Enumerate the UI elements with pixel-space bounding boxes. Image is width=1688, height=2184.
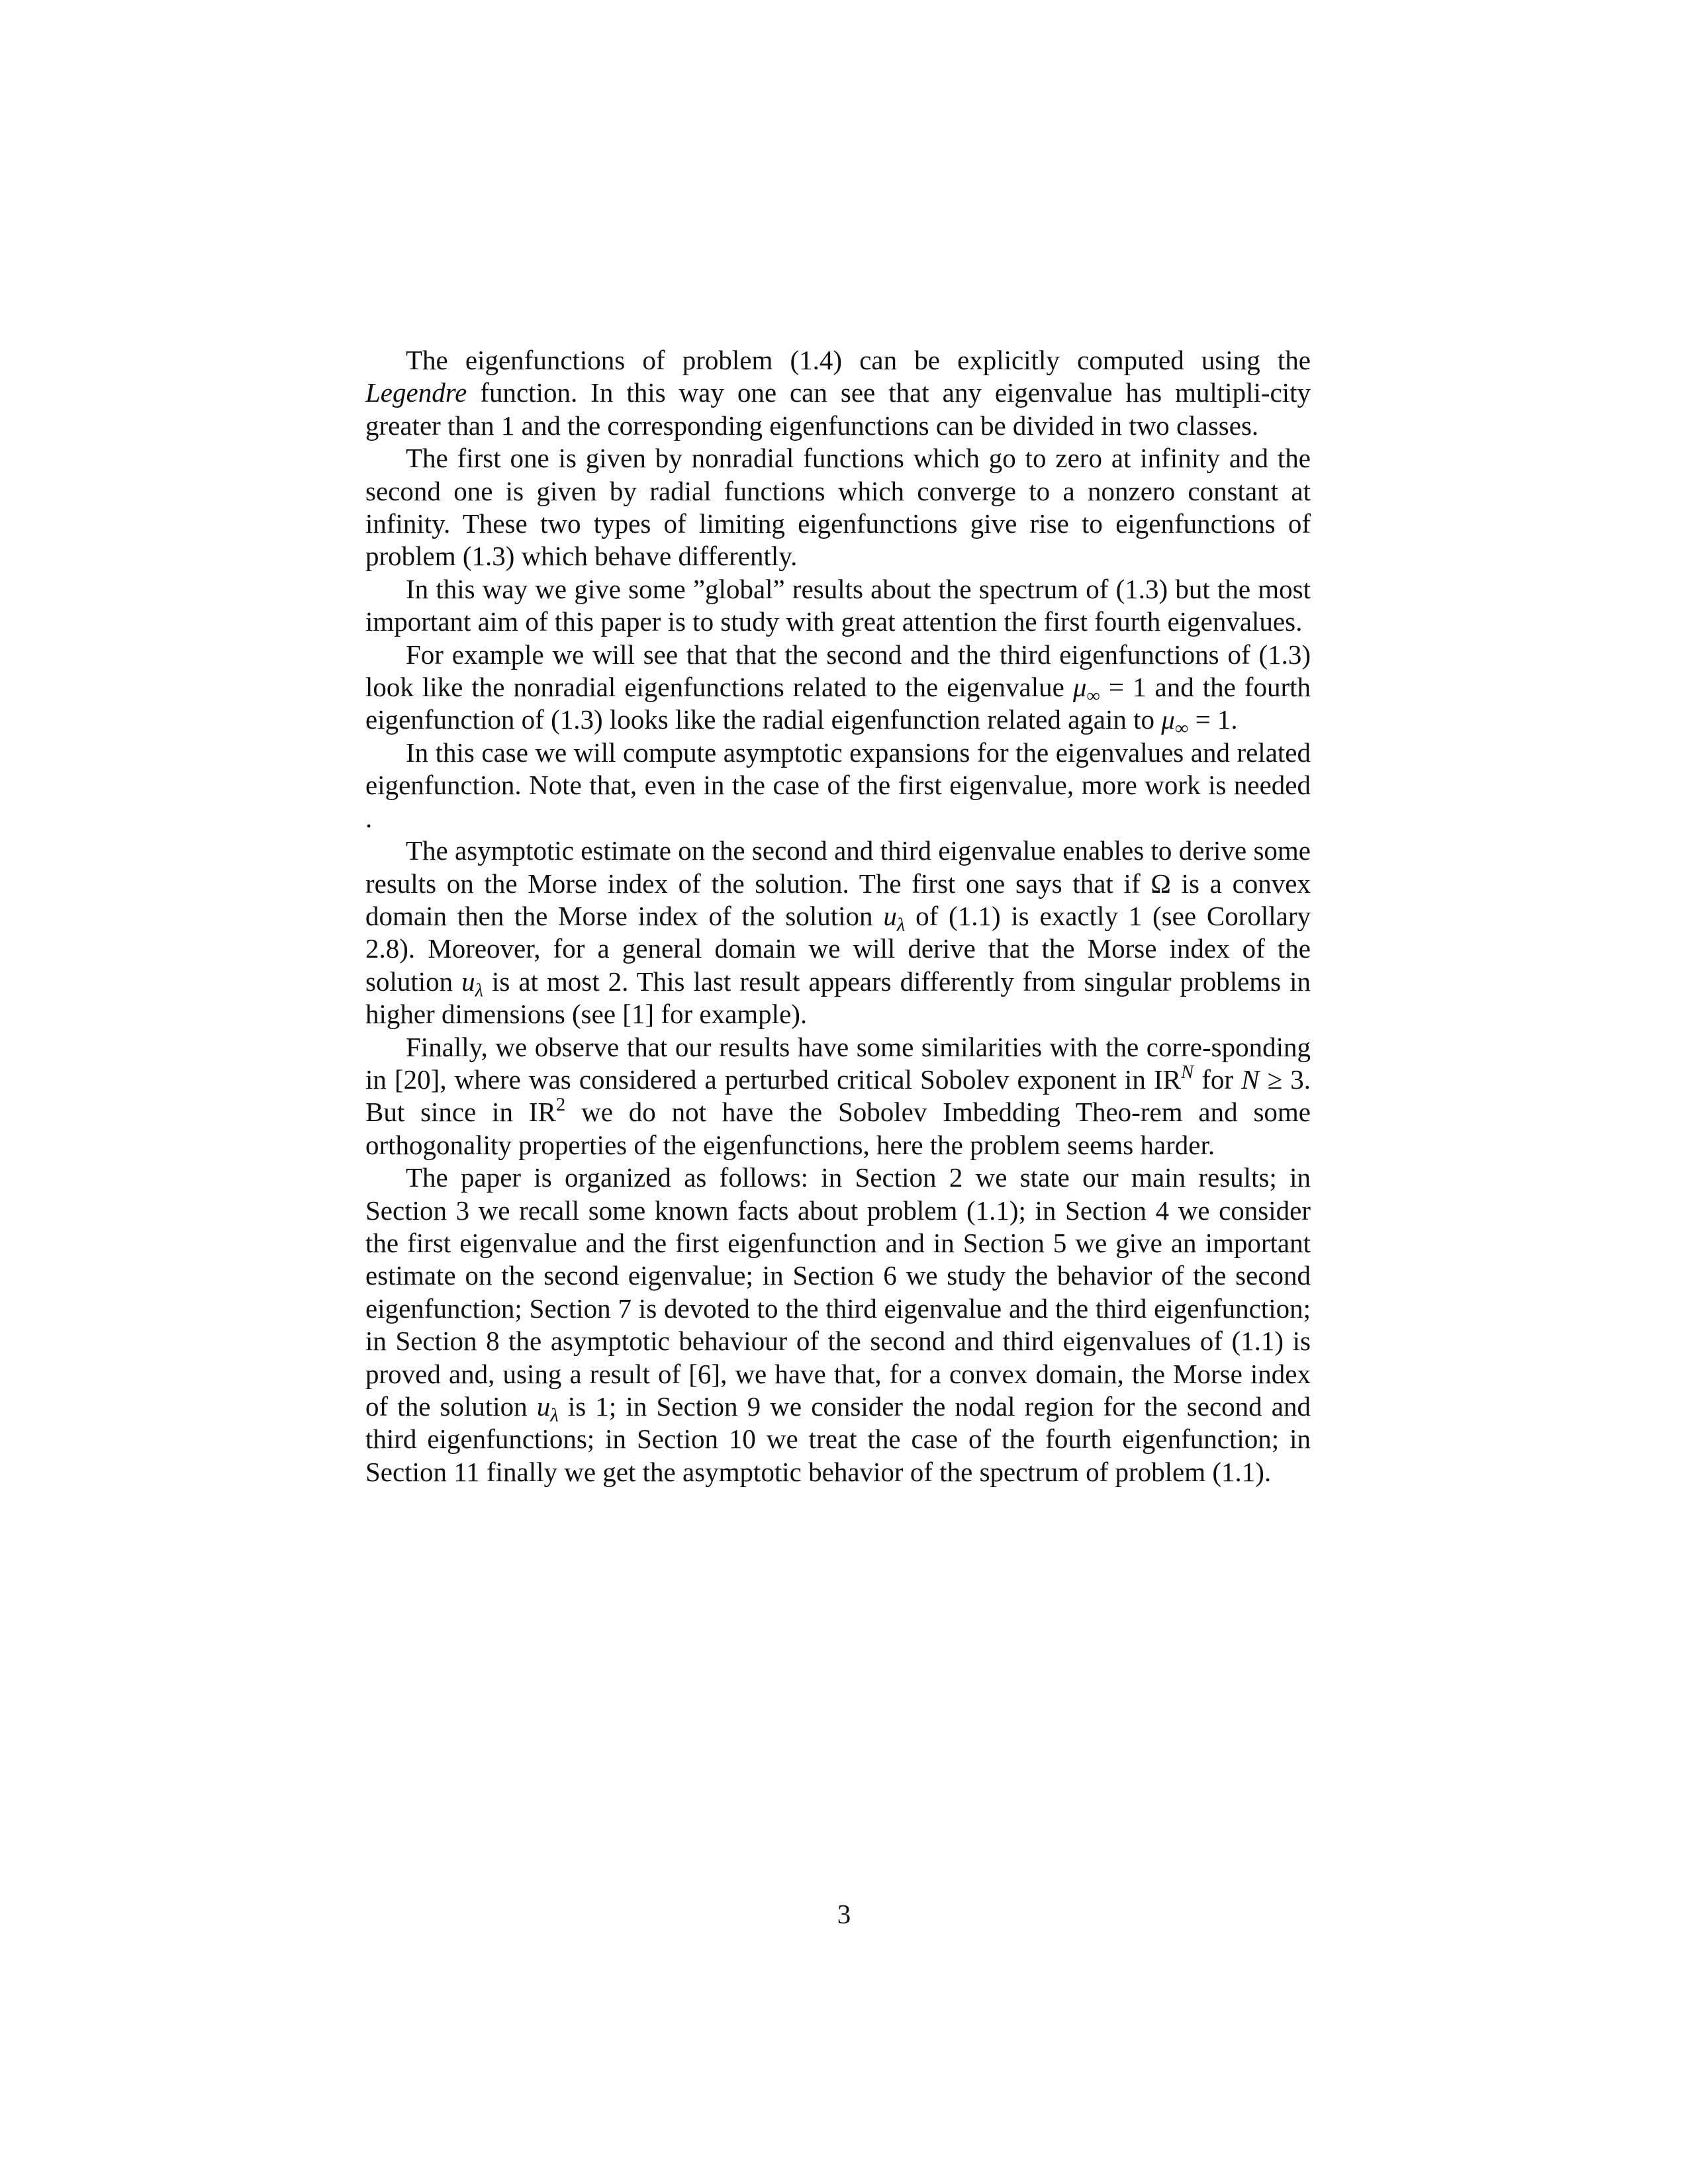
- body-text: [365, 344, 1311, 1488]
- real-numbers-symbol: IR: [1153, 1064, 1181, 1095]
- u-symbol: u: [461, 966, 475, 997]
- p7-text-b: for: [1194, 1064, 1242, 1095]
- infinity-subscript: ∞: [1086, 685, 1100, 707]
- u-symbol: u: [883, 900, 897, 931]
- p8-text-a: The paper is organized as follows: in Section 2 we state our main results; in Section 3 we recall some known facts about problem (1.1); in Section 4 we consider the first eigenvalue and the first eigenfunction and in Section 5 we give an important estimate on the second eigenvalue; in Section 6 we study the behavior of the second eigenfunction; Section 7 is devoted to the third eigenvalue and the third eigenfunction; in Section 8 the asymptotic behaviour of the second and third eigenvalues of (1.1) is proved and, using a result of [6], we have that, for a convex domain, the Morse index of the solution: [365, 1162, 1311, 1422]
- infinity-subscript: ∞: [1174, 718, 1189, 740]
- paragraph-6: [365, 835, 1311, 1030]
- paragraph-3: In this way we give some ”global” results about the spectrum of (1.3) but the most important aim of this paper is to study with great attention the first fourth eigenvalues.: [365, 573, 1311, 637]
- lambda-subscript: λ: [475, 979, 484, 1001]
- paragraph-8: [365, 1161, 1311, 1488]
- p6-text-b: is a convex domain then the Morse index of the solution: [365, 868, 1311, 931]
- p6-text-d: is at most 2. This last result appears differently from singular problems in higher dimensions (see [1] for example).: [365, 966, 1311, 1030]
- mu-symbol: μ: [1072, 672, 1087, 703]
- p4-text-b: and the fourth eigenfunction of (1.3) looks like the radial eigenfunction related again to: [365, 672, 1311, 735]
- n-symbol: N: [1241, 1064, 1260, 1095]
- p4-eq-1: = 1: [1100, 672, 1147, 703]
- paragraph-1: [365, 344, 1311, 442]
- p1-text-a: The eigenfunctions of problem (1.4) can be explicitly computed using the: [406, 345, 1311, 375]
- lambda-subscript: λ: [550, 1404, 559, 1426]
- paragraph-5: In this case we will compute asymptotic expansions for the eigenvalues and related eigenfunction. Note that, even in the case of the first eigenvalue, more work is needed .: [365, 737, 1311, 833]
- p4-eq-2: = 1.: [1188, 704, 1238, 735]
- p7-text-a: Finally, we observe that our results have some similarities with the corre-sponding in [20], where was considered a perturbed critical Sobolev exponent in: [365, 1031, 1311, 1095]
- legendre-italic: Legendre: [365, 377, 467, 408]
- mu-symbol: μ: [1161, 704, 1175, 735]
- p7-text-d: we do not have the Sobolev Imbedding Theo-rem and some orthogonality properties of the eigenfunctions, here the problem seems harder.: [365, 1097, 1311, 1160]
- p6-text-c: of (1.1) is exactly 1 (see Corollary 2.8). Moreover, for a general domain we will derive that the Morse index of the solution: [365, 900, 1311, 997]
- p1-text-c: function. In this way one can see that any eigenvalue has multipli-city greater than 1 and the corresponding eigenfunctions can be divided in two classes.: [365, 377, 1311, 441]
- omega-symbol: Ω: [1150, 868, 1171, 899]
- u-symbol: u: [536, 1391, 551, 1422]
- n-superscript: N: [1180, 1062, 1194, 1083]
- page-number: 3: [837, 1899, 851, 1929]
- p4-text-a: For example we will see that that the second and the third eigenfunctions of (1.3) look like the nonradial eigenfunctions related to the eigenvalue: [365, 639, 1311, 703]
- two-superscript: 2: [555, 1094, 566, 1116]
- paragraph-2: The first one is given by nonradial functions which go to zero at infinity and the second one is given by radial functions which converge to a nonzero constant at infinity. These two types of limiting eigenfunctions give rise to eigenfunctions of problem (1.3) which behave differently.: [365, 443, 1311, 572]
- paragraph-7: [365, 1031, 1311, 1162]
- real-numbers-symbol: IR: [528, 1097, 556, 1128]
- p8-text-b: is 1; in Section 9 we consider the nodal region for the second and third eigenfunctions; in Section 10 we treat the case of the fourth eigenfunction; in Section 11 finally we get the asymptotic behavior of the spectrum of problem (1.1).: [365, 1391, 1311, 1487]
- p6-text-a: The asymptotic estimate on the second and third eigenvalue enables to derive some results on the Morse index of the solution. The first one says that if: [365, 835, 1311, 899]
- paragraph-4: [365, 639, 1311, 740]
- lambda-subscript: λ: [896, 914, 906, 936]
- p7-text-c: ≥ 3. But since in: [365, 1064, 1311, 1128]
